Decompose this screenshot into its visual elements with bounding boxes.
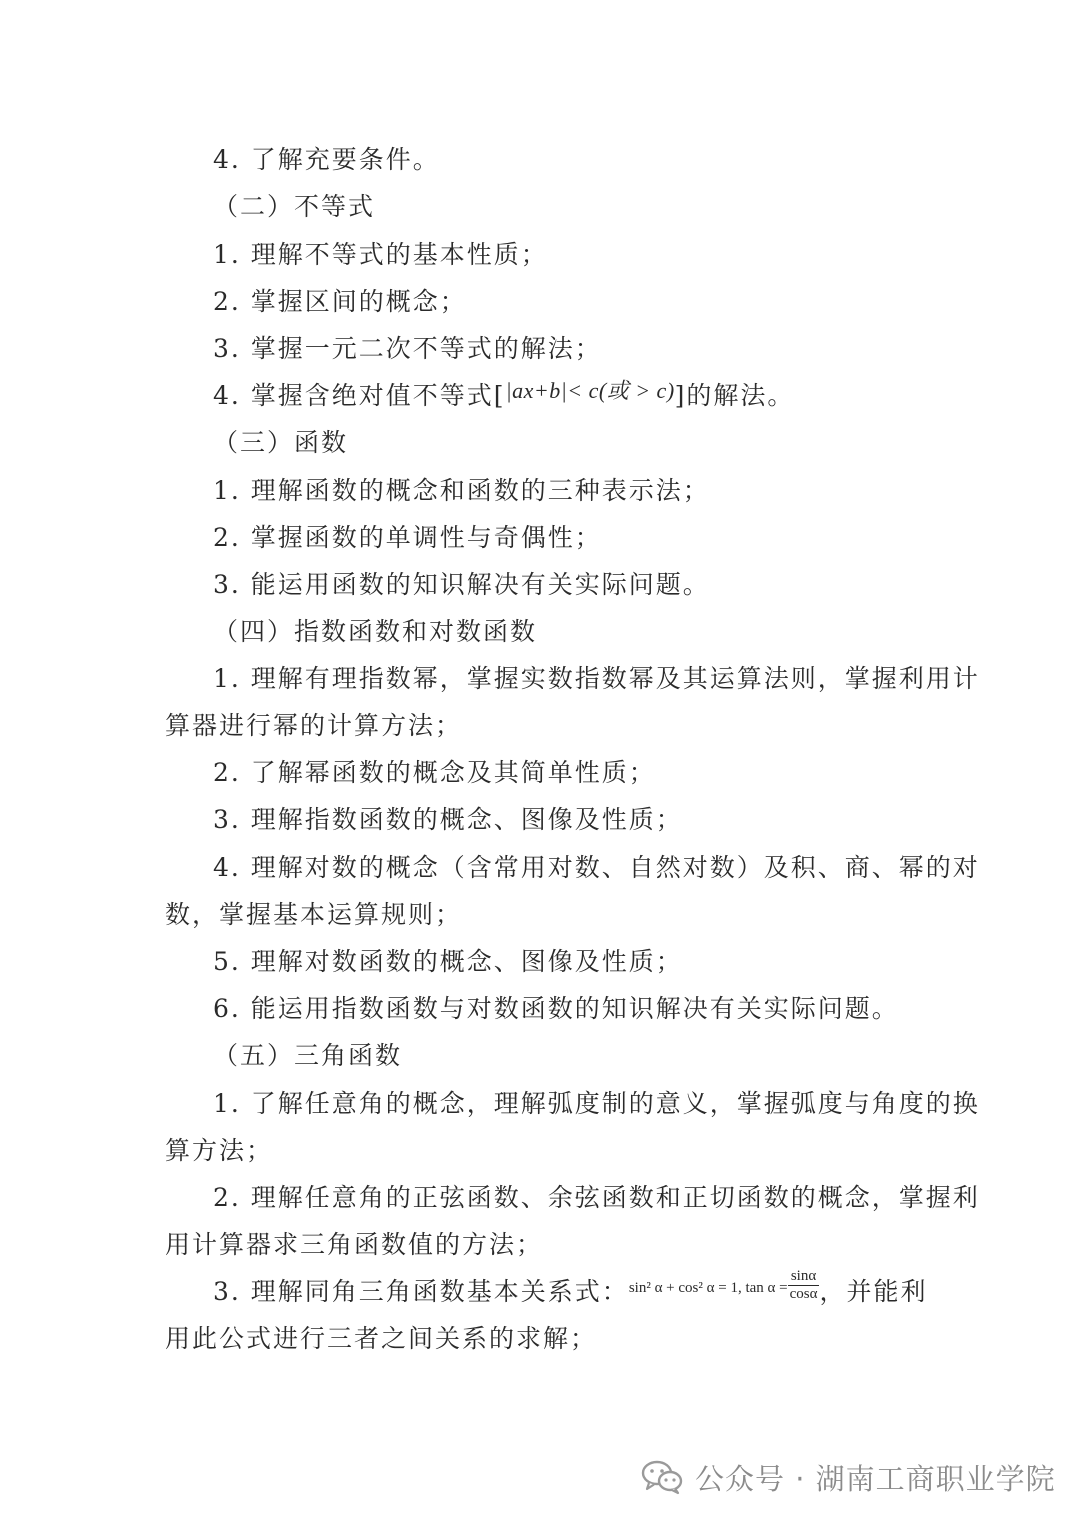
line-text: 2. 理解任意角的正弦函数、余弦函数和正切函数的概念，掌握利: [213, 1183, 980, 1212]
line-text: 3. 理解指数函数的概念、图像及性质；: [213, 805, 683, 834]
line-text: 用此公式进行三者之间关系的求解；: [165, 1324, 598, 1353]
text-line: [213, 514, 963, 561]
text-line: [213, 1268, 963, 1320]
footer-text: 公众号 · 湖南工商职业学院: [695, 1461, 1056, 1496]
text-line: [213, 938, 963, 985]
line-text: 4. 掌握含绝对值不等式[: [213, 381, 506, 410]
line-text: 1. 理解函数的概念和函数的三种表示法；: [213, 476, 710, 505]
text-line: [165, 702, 915, 749]
text-line: [213, 231, 963, 278]
text-line: [213, 749, 963, 796]
text-line: [213, 655, 980, 702]
line-text: 1. 理解有理指数幂，掌握实数指数幂及其运算法则，掌握利用计: [213, 664, 980, 693]
text-line: [165, 1221, 915, 1268]
text-line: [213, 1080, 980, 1127]
line-text: 数，掌握基本运算规则；: [165, 900, 463, 929]
line-text: 6. 能运用指数函数与对数函数的知识解决有关实际问题。: [213, 994, 899, 1023]
line-text: 算器进行幂的计算方法；: [165, 711, 463, 740]
line-text: 5. 理解对数函数的概念、图像及性质；: [213, 947, 683, 976]
tan-fraction: [788, 1268, 820, 1303]
fraction-denominator: cosα: [789, 1286, 818, 1302]
line-text: （三）函数: [213, 428, 349, 457]
line-text: 4. 理解对数的概念（含常用对数、自然对数）及积、商、幂的对: [213, 853, 980, 882]
line-text: 用计算器求三角函数值的方法；: [165, 1230, 544, 1259]
abs-inequality-formula: |ax+b|< c(或 > c): [505, 378, 675, 403]
line-text: 2. 了解幂函数的概念及其简单性质；: [213, 758, 656, 787]
line-text: 3. 理解同角三角函数基本关系式：: [213, 1277, 629, 1306]
line-text: 1. 了解任意角的概念，理解弧度制的意义，掌握弧度与角度的换: [213, 1089, 980, 1118]
line-text: 2. 掌握区间的概念；: [213, 287, 467, 316]
line-text: （四）指数函数和对数函数: [213, 617, 538, 646]
text-line: [165, 891, 915, 938]
text-line: [213, 844, 980, 891]
text-line: [213, 278, 963, 325]
text-line: [213, 985, 963, 1032]
trig-identity-formula: sin² α + cos² α = 1, tan α =: [628, 1280, 788, 1296]
section-heading: [213, 419, 963, 466]
line-text: （五）三角函数: [213, 1041, 403, 1070]
line-text: 1. 理解不等式的基本性质；: [213, 240, 548, 269]
line-text: 算方法；: [165, 1136, 274, 1165]
text-line: [213, 561, 963, 608]
line-text: 3. 掌握一元二次不等式的解法；: [213, 334, 602, 363]
text-line: [213, 325, 963, 372]
line-text: ，并能利: [819, 1277, 928, 1306]
line-text: （二）不等式: [213, 192, 376, 221]
line-text: 3. 能运用函数的知识解决有关实际问题。: [213, 570, 710, 599]
line-text: ]的解法。: [674, 381, 795, 410]
fraction-numerator: sinα: [788, 1268, 820, 1286]
wechat-icon: [641, 1459, 683, 1495]
section-heading: [213, 183, 963, 230]
section-heading: [213, 608, 963, 655]
text-line: [213, 1174, 980, 1221]
text-line: [213, 136, 963, 183]
text-line: [165, 1127, 915, 1174]
text-line: [213, 372, 963, 420]
text-line: [213, 796, 963, 843]
line-text: 4. 了解充要条件。: [213, 145, 440, 174]
line-text: 2. 掌握函数的单调性与奇偶性；: [213, 523, 602, 552]
text-line: [165, 1315, 915, 1362]
watermark-footer: [641, 1452, 1056, 1502]
section-heading: [213, 1032, 963, 1079]
text-line: [213, 467, 963, 514]
